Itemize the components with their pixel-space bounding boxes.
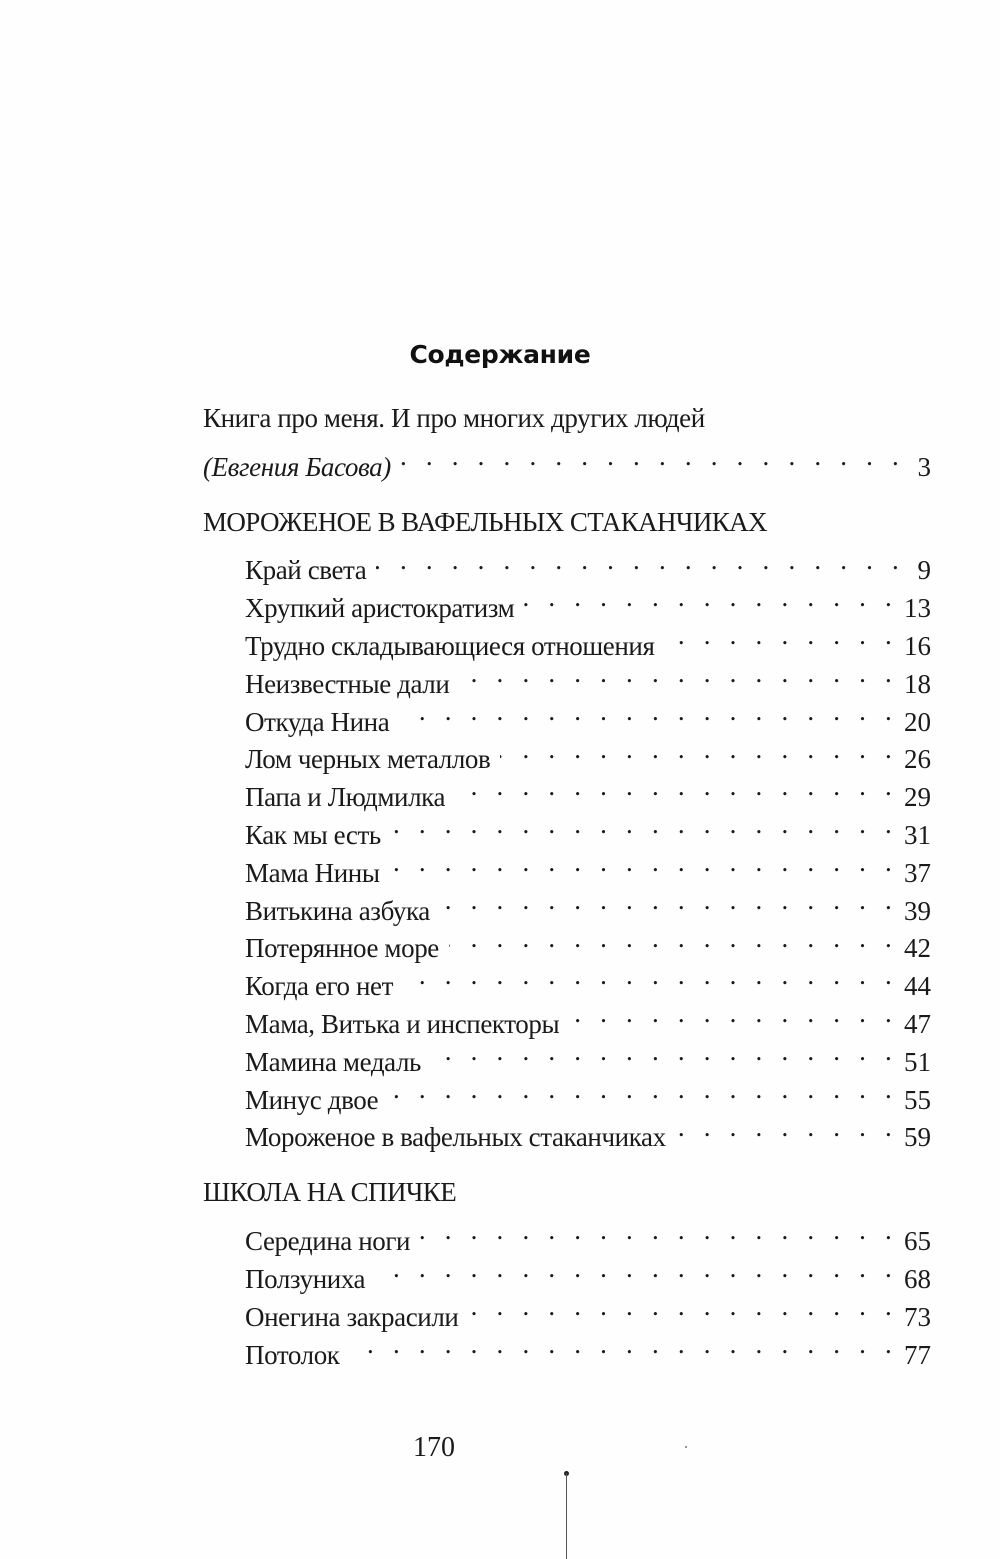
entry-title: Как мы есть: [245, 819, 381, 850]
dot-leader: [664, 617, 898, 655]
entry-title: Мамина медаль: [245, 1046, 421, 1077]
page-number: 39: [904, 895, 931, 926]
entry-title: Неизвестные дали: [245, 668, 450, 699]
entry-title: Когда его нет: [245, 971, 394, 1002]
entry-title: Потерянное море: [245, 933, 439, 964]
page-number: 55: [904, 1084, 931, 1115]
dot-leader: [403, 957, 898, 995]
toc-entry-intro-line1: [203, 400, 931, 438]
dot-leader: [390, 844, 898, 882]
page-number: 20: [904, 706, 931, 737]
page-number: 18: [904, 668, 931, 699]
page-number: 51: [904, 1046, 931, 1077]
dot-leader: [391, 806, 898, 844]
dot-leader: [375, 1250, 898, 1288]
page-number: 65: [904, 1226, 931, 1257]
entry-title: Хрупкий аристократизм: [245, 593, 515, 624]
page-number: 77: [904, 1339, 931, 1370]
page-number: 59: [904, 1122, 931, 1153]
page-number: 16: [904, 630, 931, 661]
dot-leader: [676, 1109, 898, 1147]
entry-title: Минус двое: [245, 1084, 379, 1115]
entry-title: Витькина азбука: [245, 895, 430, 926]
dot-leader: [440, 882, 898, 920]
toc-entry-intro-line2: [203, 438, 931, 482]
dot-leader: [388, 1071, 898, 1109]
entry-title: Потолок: [245, 1339, 340, 1370]
page-number: 47: [904, 1008, 931, 1039]
page-number: 26: [904, 744, 931, 775]
dot-leader: [524, 579, 898, 617]
entry-title: Ползуниха: [245, 1263, 366, 1294]
entry-title: Мороженое в вафельных стаканчиках: [245, 1122, 666, 1153]
page-number: 3: [917, 451, 931, 482]
dot-leader: [401, 438, 905, 476]
print-speck: [685, 1446, 687, 1448]
dot-leader: [459, 655, 898, 693]
dot-leader: [468, 1288, 898, 1326]
page-title: Содержание: [409, 340, 591, 369]
page-number: 37: [904, 857, 931, 888]
binding-line: [566, 1473, 567, 1559]
dot-leader: [455, 768, 898, 806]
entry-title: Край света: [245, 555, 367, 586]
dot-leader: [500, 731, 898, 769]
page-number: 31: [904, 819, 931, 850]
entry-author: (Евгения Басова): [203, 451, 391, 482]
table-of-contents: [203, 400, 931, 1370]
dot-leader: [569, 995, 898, 1033]
page-number: 68: [904, 1263, 931, 1294]
dot-leader: [431, 1033, 898, 1071]
page-number-footer: 170: [413, 1432, 455, 1463]
entry-title: Мама Нины: [245, 857, 380, 888]
section-heading: ШКОЛА НА СПИЧКЕ: [203, 1177, 457, 1208]
page-number: 29: [904, 782, 931, 813]
entry-title: Откуда Нина: [245, 706, 390, 737]
dot-leader: [449, 920, 898, 958]
entry-title: Книга про меня. И про многих других людей: [203, 403, 705, 433]
entry-title: Трудно складывающиеся отношения: [245, 630, 655, 661]
toc-entry: [203, 542, 931, 586]
toc-entry: [203, 1212, 931, 1257]
entry-title: Середина ноги: [245, 1226, 411, 1257]
dot-leader: [420, 1212, 898, 1250]
dot-leader: [376, 542, 905, 580]
dot-leader: [350, 1326, 898, 1364]
section-heading: МОРОЖЕНОЕ В ВАФЕЛЬНЫХ СТАКАНЧИКАХ: [203, 506, 767, 537]
entry-title: Лом черных металлов: [245, 744, 491, 775]
page-number: 44: [904, 971, 931, 1002]
page-number: 42: [904, 933, 931, 964]
dot-leader: [399, 693, 898, 731]
entry-title: Онегина закрасили: [245, 1301, 459, 1332]
page-number: 13: [904, 593, 931, 624]
page-number: 73: [904, 1301, 931, 1332]
page-number: 9: [917, 555, 931, 586]
entry-title: Папа и Людмилка: [245, 782, 446, 813]
entry-title: Мама, Витька и инспекторы: [245, 1008, 560, 1039]
